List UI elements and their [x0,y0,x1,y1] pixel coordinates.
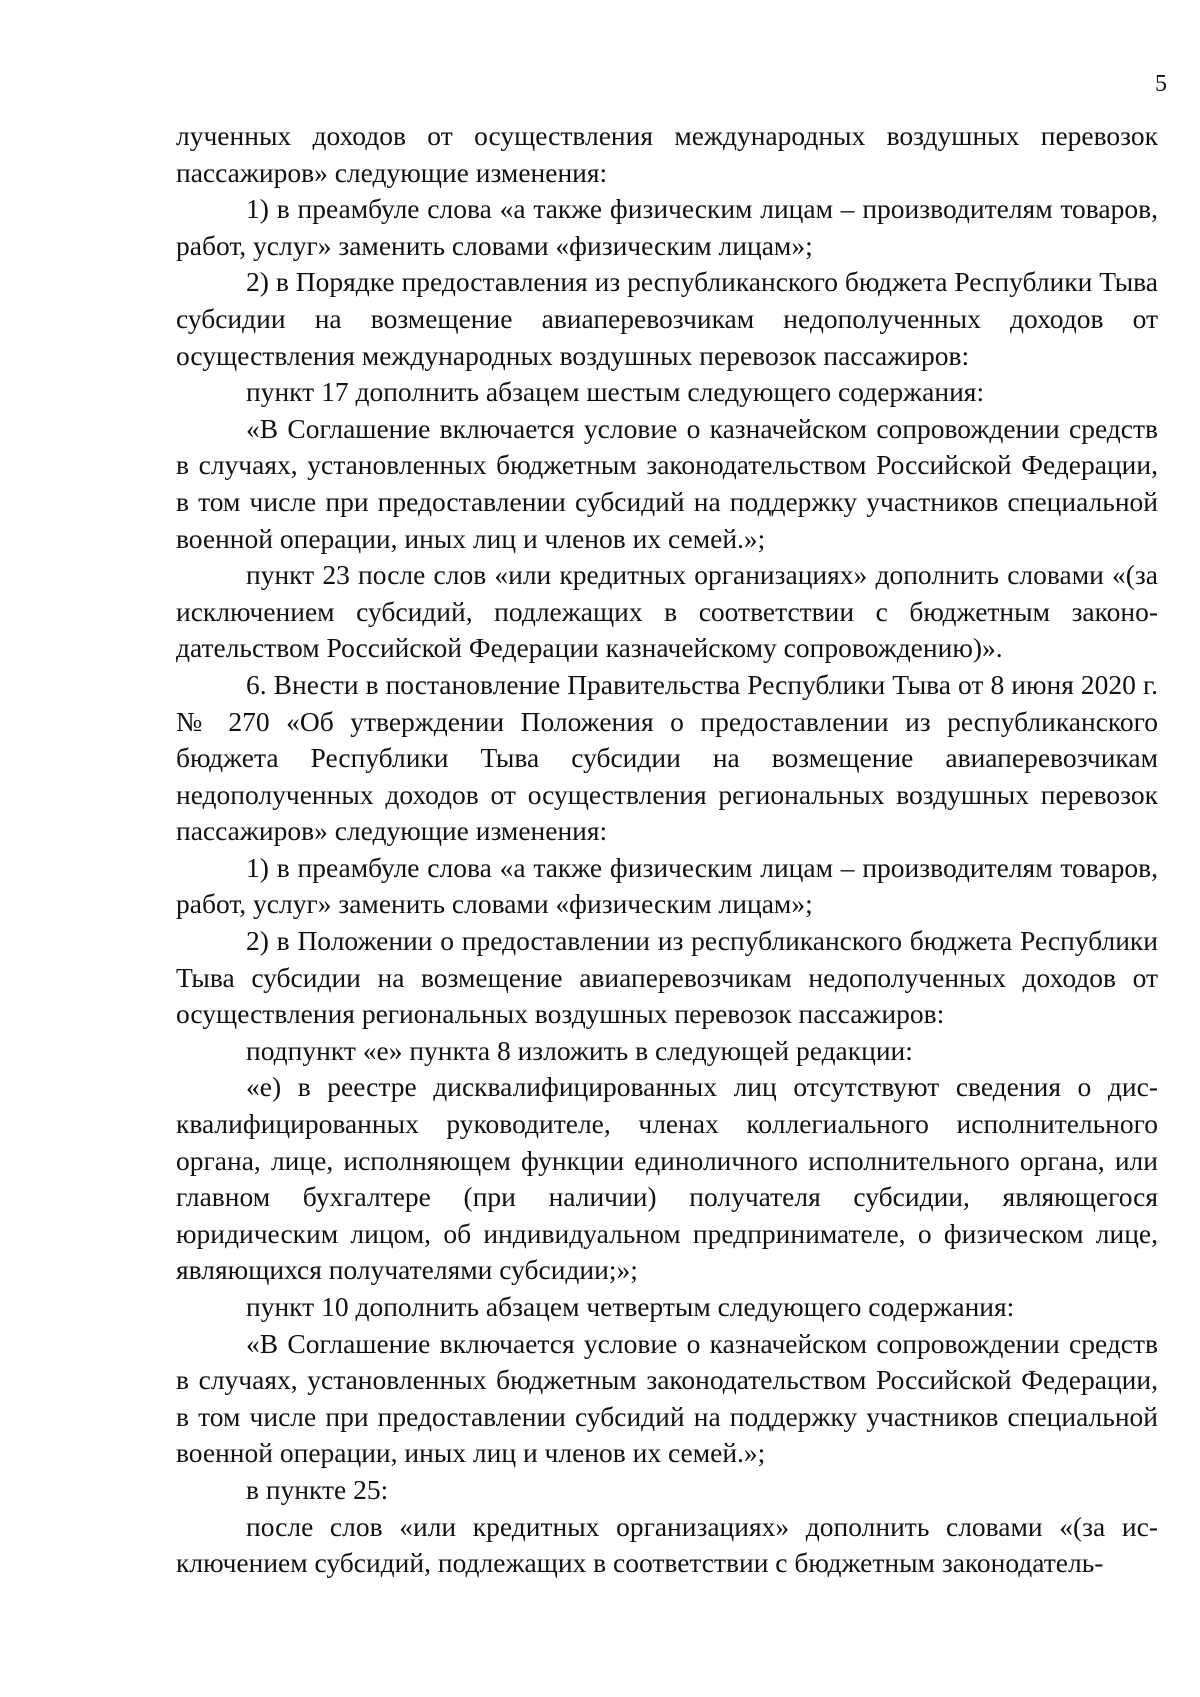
paragraph: «В Соглашение включается условие о казначейском сопровождении средств в случаях, установленных бюджетным законодательством Российской Федерации, в том числе при предоставлении субсидий на поддержку участников специальной военной операции, иных лиц и членов их семей.»; [176,412,1158,554]
paragraph: 1) в преамбуле слова «а также физическим лицам – производителям товаров, работ, услуг» заменить словами «физическим лицам»; [176,851,1158,920]
document-body [176,118,1158,1582]
paragraph: пункт 17 дополнить абзацем шестым следующего содержания: [246,376,985,408]
paragraph: подпункт «е» пункта 8 изложить в следующей редакции: [246,1034,913,1066]
paragraph: 2) в Положении о предоставлении из республиканского бюджета Республики Тыва субсидии на возмещение авиаперевозчикам недополученных доходов от осуществления региональных воздушных перевозок пассажиров: [176,925,1158,1030]
paragraph: 2) в Порядке предоставления из республиканского бюджета Республики Тыва субсидии на возмещение авиаперевозчикам недополученных доходов от осуществления международных воздушных перевозок пассажиров: [176,266,1158,371]
paragraph: пункт 10 дополнить абзацем четвертым следующего содержания: [246,1291,1015,1322]
page-number: 5 [1155,71,1167,97]
paragraph: после слов «или кредитных организациях» дополнить словами «(за исключением субсидий, подлежащих в соответствии с бюджетным законодатель- [176,1510,1158,1579]
paragraph: 1) в преамбуле слова «а также физическим лицам – производителям товаров, работ, услуг» заменить словами «физическим лицам»; [176,193,1158,261]
paragraph-continuation: лученных доходов от осуществления международных воздушных перевозок пассажиров» следующие изменения: [176,120,1158,188]
paragraph: «е) в реестре дисквалифицированных лиц отсутствуют сведения о дисквалифицированных руководителе, членах коллегиального исполнительного органа, лице, исполняющем функции единоличного исполнительного органа, или главном бухгалтере (при наличии) получателя субсидии, являющегося юридическим лицом, об индивидуальном предпринимателе, о физическом лице, являющихся получателями субсидии;»; [176,1071,1158,1286]
paragraph: в пункте 25: [246,1473,389,1505]
paragraph: 6. Внести в постановление Правительства Республики Тыва от 8 июня 2020 г. № 270 «Об утверждении Положения о предоставлении из республиканского бюджета Республики Тыва субсидии на возмещение авиаперевозчикам недополученных доходов от осуществления региональных воздушных перевозок пассажиров» следующие изменения: [176,668,1158,847]
paragraph: пункт 23 после слов «или кредитных организациях» дополнить словами «(за исключением субсидий, подлежащих в соответствии с бюджетным законодательством Российской Федерации казначейскому сопровождению)». [176,559,1158,664]
paragraph: «В Соглашение включается условие о казначейском сопровождении средств в случаях, установленных бюджетным законодательством Российской Федерации, в том числе при предоставлении субсидий на поддержку участников специальной военной операции, иных лиц и членов их семей.»; [176,1327,1158,1469]
